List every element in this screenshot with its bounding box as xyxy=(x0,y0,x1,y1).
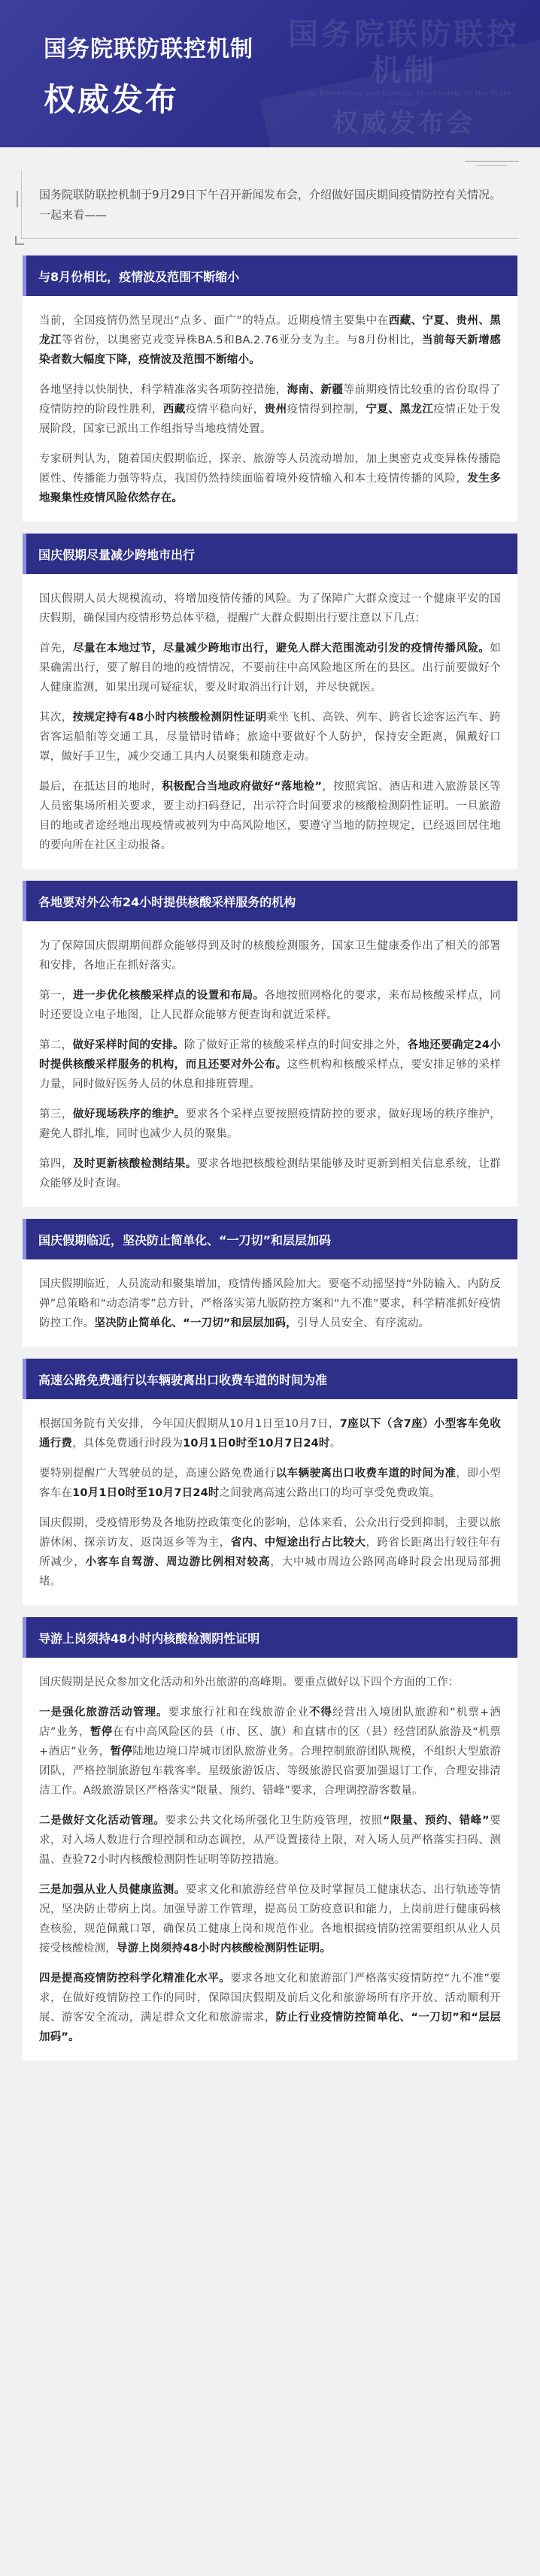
body-text: 要求各地把核酸检测结果能够及时更新到相关信息系统，让群众能够及时查询。 xyxy=(39,1158,501,1190)
emphasis-text: 省内、中短途出行占比较大 xyxy=(230,1537,366,1549)
body-text: 如果确需出行，要了解目的地的疫情情况，不要前往中高风险地区所在的县区。出行前要做好个人健康监测，如果出现可疑症状，要及时取消出行计划，并尽快就医。 xyxy=(39,642,501,694)
emphasis-text: 导游上岗须持48小时内核酸检测阴性证明。 xyxy=(116,1943,332,1955)
paragraph xyxy=(39,986,501,1025)
paragraph xyxy=(39,1673,501,1692)
emphasis-text: 不得 xyxy=(308,1707,333,1719)
body-text: 要特别提醒广大驾驶员的是，高速公路免费通行 xyxy=(39,1468,276,1480)
emphasis-text: 二是做好文化活动管理。 xyxy=(39,1815,165,1827)
paragraph xyxy=(39,639,501,697)
emphasis-text: 西藏、宁夏、贵州、黑龙江 xyxy=(39,315,502,346)
body-text: 要求公共文化场所强化卫生防疫管理，按照 xyxy=(165,1815,383,1827)
emphasis-text: 做好现场秩序的维护。 xyxy=(72,1108,186,1120)
section-header: 与8月份相比，疫情波及范围不断缩小 xyxy=(23,255,517,296)
body-text: 各地坚持以快制快，科学精准落实各项防控措施， xyxy=(39,384,287,396)
emphasis-text: 10月1日0时至10月7日24时 xyxy=(72,1487,220,1499)
emphasis-text: 三是加强从业人员健康监测。 xyxy=(39,1884,186,1896)
section-5 xyxy=(23,1359,517,1605)
emphasis-text: 按规定持有48小时内核酸检测阴性证明 xyxy=(72,712,267,724)
emphasis-text: 防止行业疫情防控简单化、“一刀切”和“层层加码”。 xyxy=(39,2012,501,2043)
emphasis-text: 进一步优化核酸采样点的设置和布局。 xyxy=(72,990,265,1002)
emphasis-text: 发生多地聚集性疫情风险依然存在。 xyxy=(39,473,501,504)
body-text: 要求旅行社和在线旅游企业 xyxy=(168,1707,309,1719)
body-text: 疫情平稳向好， xyxy=(185,404,265,416)
section-4 xyxy=(23,1219,517,1347)
section-header: 国庆假期临近，坚决防止简单化、“一刀切”和层层加码 xyxy=(23,1219,517,1259)
emphasis-text: 以车辆驶离出口收费车道的时间为准 xyxy=(275,1468,457,1480)
body-text: 第二， xyxy=(39,1039,73,1051)
emphasis-text: 坚决防止简单化、“一刀切”和层层加码， xyxy=(94,1317,297,1329)
emphasis-text: 尽量在本地过节，尽量减少跨地市出行，避免人群大范围流动引发的疫情传播风险。 xyxy=(72,642,490,655)
paragraph xyxy=(39,1274,501,1333)
paragraph xyxy=(39,708,501,766)
banner-watermark xyxy=(280,17,528,138)
section-body xyxy=(23,921,517,1193)
body-text: 这些机构和核酸采样点，要安排足够的采样力量，同时做好医务人员的休息和排班管理。 xyxy=(39,1059,501,1090)
section-body xyxy=(23,296,517,508)
paragraph xyxy=(39,936,501,975)
paragraph xyxy=(39,1414,501,1453)
emphasis-text: 暂停 xyxy=(110,1746,133,1758)
emphasis-text: 各地还要确定24小时提供核酸采样服务的机构，而且还要对外公布。 xyxy=(39,1039,502,1071)
section-body xyxy=(23,1658,517,2047)
body-text: 要求，对入场人数进行合理控制和动态调控，从严设置接待上限，对入场人员严格落实扫码、测温、查验72小时内核酸检测阴性证明等防控措施。 xyxy=(39,1815,502,1866)
body-text: 第三， xyxy=(39,1108,73,1120)
body-text: 其次， xyxy=(39,712,73,724)
header-banner xyxy=(0,0,540,147)
section-header: 国庆假期尽量减少跨地市出行 xyxy=(23,534,517,574)
body-text: 国庆假期是民众参加文化活动和外出旅游的高峰期。要重点做好以下四个方面的工作： xyxy=(39,1677,460,1689)
section-2 xyxy=(23,534,517,869)
body-text: ，大中城市周边公路网高峰时段会出现局部拥堵。 xyxy=(39,1556,501,1588)
body-text: 除了做好正常的核酸采样点的时间安排之外， xyxy=(184,1039,408,1051)
emphasis-text: 西藏 xyxy=(162,404,186,416)
body-text: 等前期疫情比较重的省份取得了疫情防控的阶段性胜利， xyxy=(39,384,501,416)
paragraph xyxy=(39,589,501,628)
body-text: ，具体免费通行时段为 xyxy=(72,1438,184,1450)
section-1 xyxy=(23,255,517,522)
body-text: 疫情正处于发展阶段，国家已派出工作组指导当地疫情处置。 xyxy=(39,404,501,435)
emphasis-text: 及时更新核酸检测结果。 xyxy=(72,1158,197,1170)
section-body xyxy=(23,1259,517,1333)
body-text: ，跨省长距离出行较往年有所减少， xyxy=(39,1537,502,1568)
paragraph xyxy=(39,1811,501,1870)
body-text: 要求各个采样点要按照疫情防控的要求，做好现场的秩序维护，避免人群扎堆，同时也减少人员的聚集。 xyxy=(39,1108,501,1140)
paragraph xyxy=(39,1036,501,1094)
body-text: 最后，在抵达目的地时， xyxy=(39,781,162,793)
body-text: 疫情得到控制， xyxy=(287,404,366,416)
paragraph xyxy=(39,1513,501,1592)
emphasis-text: 海南、新疆 xyxy=(287,384,344,396)
watermark-subtitle: 权威发布会 xyxy=(332,108,475,138)
body-text: 国庆假期，受疫情形势及各地防控政策变化的影响，总体来看，公众出行受到抑制，主要以旅游休闲、探亲访友、返岗返乡等为主， xyxy=(39,1517,501,1549)
section-body xyxy=(23,1399,517,1592)
banner-title: 权威发布 xyxy=(44,81,180,118)
body-text: 第四， xyxy=(39,1158,73,1170)
body-text: 根据国务院有关安排，今年国庆假期从10月1日至10月7日， xyxy=(39,1418,340,1430)
banner-subtitle: 国务院联防联控机制 xyxy=(44,36,253,62)
watermark-title: 国务院联防联控机制 xyxy=(288,17,520,88)
body-text: 当前，全国疫情仍然呈现出“点多、面广”的特点。近期疫情主要集中在 xyxy=(39,315,389,327)
emphasis-text: 宁夏、黑龙江 xyxy=(366,404,434,416)
body-text: ，按照宾馆、酒店和进入旅游景区等人员密集场所相关要求，要主动扫码登记，出示符合时间要求的核酸检测阴性证明。一旦旅游目的地或者途经地出现疫情或被列为中高风险地区，要遵守当地的防控规定，已经返回居住地的要向所在社区主动报备。 xyxy=(39,781,501,851)
body-text: 国庆假期临近，人员流动和聚集增加，疫情传播风险加大。要毫不动摇坚持“外防输入、内防反弹”总策略和“动态清零”总方针，严格落实第九版防控方案和“九不准”要求，科学精准抓好疫情防控工作。 xyxy=(39,1278,501,1329)
paragraph xyxy=(39,1880,501,1958)
intro-corner-decoration xyxy=(15,236,24,245)
body-text: 。 xyxy=(329,1438,341,1450)
emphasis-text: 做好采样时间的安排。 xyxy=(72,1039,184,1051)
emphasis-text: 贵州 xyxy=(264,404,287,416)
intro-box xyxy=(21,170,519,239)
emphasis-text: 小客车自驾游、周边游比例相对较高 xyxy=(85,1556,271,1568)
body-text: 首先， xyxy=(39,642,73,655)
paragraph xyxy=(39,777,501,855)
paragraph xyxy=(39,380,501,439)
body-text: 在有中高风险区的县（市、区、旗）和直辖市的区（县）经营团队旅游及“机票+酒店”业务， xyxy=(39,1726,502,1758)
paragraph xyxy=(39,1703,501,1800)
body-text: ，即小型客车在 xyxy=(39,1468,501,1499)
section-header: 导游上岗须持48小时内核酸检测阴性证明 xyxy=(23,1617,517,1658)
emphasis-text: 10月1日0时至10月7日24时 xyxy=(183,1438,330,1450)
body-text: 乘坐飞机、高铁、列车、跨省长途客运汽车、跨省客运船舶等交通工具，尽量错时错峰；旅途中要做好个人防护，保持安全距离，佩戴好口罩，做好手卫生，减少交通工具内人员聚集和随意走动。 xyxy=(39,712,501,763)
body-text: 专家研判认为，随着国庆假期临近，探亲、旅游等人员流动增加，加上奥密克戎变异株传播隐匿性、传播能力强等特点，我国仍然持续面临着境外疫情输入和本土疫情传播的风险， xyxy=(39,453,501,485)
section-6 xyxy=(23,1617,517,2060)
paragraph xyxy=(39,1105,501,1144)
emphasis-text: “限量、预约、错峰” xyxy=(382,1815,490,1827)
body-text: 引导人员安全、有序流动。 xyxy=(296,1317,430,1329)
emphasis-text: 积极配合当地政府做好“落地检” xyxy=(162,781,323,793)
paragraph xyxy=(39,311,501,370)
body-text: 要求各地文化和旅游部门严格落实疫情防控“九不准”要求，在做好疫情防控工作的同时，保障国庆假期及前后文化和旅游场所有序开放、活动顺利开展、游客安全流动，满足群众文化和旅游需求， xyxy=(39,1973,501,2024)
emphasis-text: 一是强化旅游活动管理。 xyxy=(39,1707,168,1719)
section-header: 高速公路免费通行以车辆驶离出口收费车道的时间为准 xyxy=(23,1359,517,1399)
emphasis-text: 7座以下（含7座）小型客车免收通行费 xyxy=(39,1418,501,1450)
body-text: 第一， xyxy=(39,990,73,1002)
watermark-english: Joint Prevention and Control Mechanism of the State Council xyxy=(296,89,511,107)
emphasis-text: 四是提高疫情防控科学化精准化水平。 xyxy=(39,1973,231,1985)
body-text: 之间驶离高速公路出口的均可享受免费政策。 xyxy=(219,1487,441,1499)
intro-decoration-line xyxy=(465,161,519,162)
emphasis-text: 当前每天新增感染者数大幅度下降，疫情波及范围不断缩小。 xyxy=(39,334,502,366)
paragraph xyxy=(39,1969,501,2047)
intro-decoration-line xyxy=(477,165,507,166)
article-sections xyxy=(0,255,540,2060)
paragraph xyxy=(39,1464,501,1503)
body-text: 为了保障国庆假期期间群众能够得到及时的核酸检测服务，国家卫生健康委作出了相关的部署和安排，各地正在抓好落实。 xyxy=(39,940,501,972)
body-text: 经营出入境团队旅游和“机票+酒店”业务， xyxy=(39,1707,501,1738)
paragraph xyxy=(39,449,501,508)
body-text: 陆地边境口岸城市团队旅游业务。合理控制旅游团队规模，不组织大型旅游团队，严格控制旅游包车载客率。星级旅游饭店、等级旅游民宿要加强退订工作，合理安排清洁工作。A级旅游景区严格落实“限量、预约、错峰”要求，合理调控游客数量。 xyxy=(39,1746,502,1797)
body-text: 要求文化和旅游经营单位及时掌握员工健康状态、出行轨迹等情况，坚决防止带病上岗。加强导游工作管理，提高员工防疫意识和能力，上岗前进行健康码核查核验，规范佩戴口罩，确保员工健康上岗和规范作业。各地根据疫情防控需要组织从业人员接受核酸检测， xyxy=(39,1884,501,1955)
body-text: 各地按照网格化的要求，来布局核酸采样点，同时还要设立电子地图，让人民群众能够方便查询和就近采样。 xyxy=(39,990,501,1021)
intro-side-decoration xyxy=(17,191,18,207)
emphasis-text: 暂停 xyxy=(89,1726,113,1738)
section-body xyxy=(23,574,517,855)
body-text: 国庆假期人员大规模流动，将增加疫情传播的风险。为了保障广大群众度过一个健康平安的国庆假期，确保国内疫情形势总体平稳，提醒广大群众假期出行要注意以下几点： xyxy=(39,593,501,624)
section-3 xyxy=(23,881,517,1207)
body-text: 等省份，以奥密克戎变异株BA.5和BA.2.76亚分支为主。与8月份相比， xyxy=(62,334,422,346)
paragraph xyxy=(39,1154,501,1193)
section-header: 各地要对外公布24小时提供核酸采样服务的机构 xyxy=(23,881,517,921)
intro-text: 国务院联防联控机制于9月29日下午召开新闻发布会，介绍做好国庆期间疫情防控有关情况。一起来看—— xyxy=(39,188,501,222)
